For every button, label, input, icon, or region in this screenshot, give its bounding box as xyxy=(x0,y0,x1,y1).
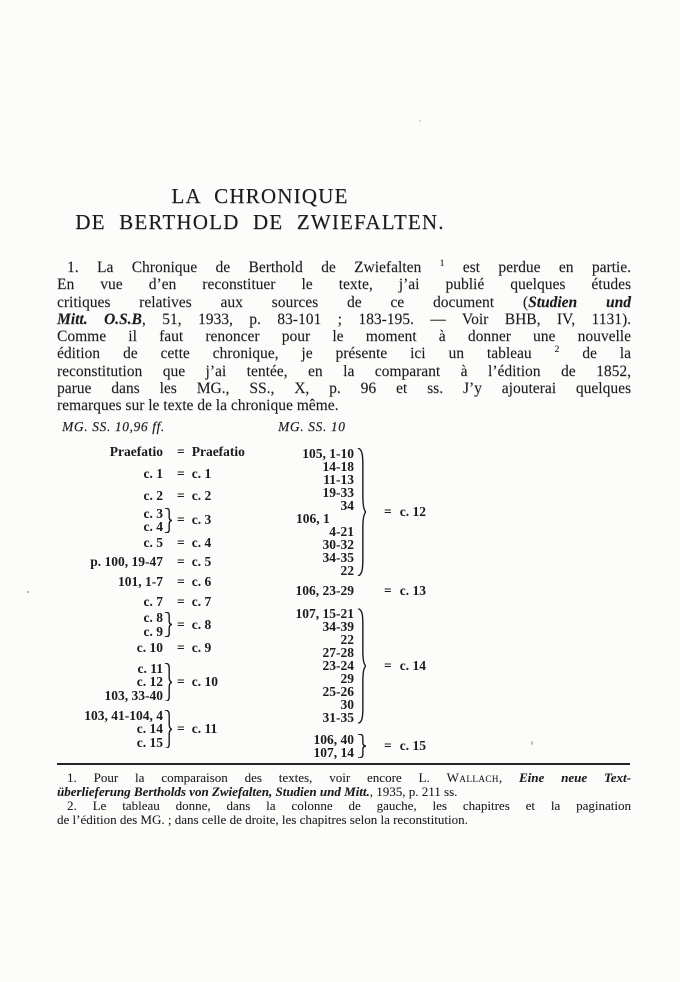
result-label: c. 15 xyxy=(399,738,426,753)
page-line-ref: 106, 1 xyxy=(296,511,330,526)
table-row xyxy=(0,638,270,658)
chapter-label: c. 8 xyxy=(143,610,163,625)
row-result xyxy=(177,488,211,504)
footnote-line xyxy=(57,799,631,813)
brace-slot xyxy=(357,608,366,723)
page-line-ref: 107, 15-21 xyxy=(295,606,354,621)
text-segment: 1. Pour la comparaison des textes, voir encore L. xyxy=(67,770,447,785)
text-segment: Studien und xyxy=(528,293,631,311)
scan-speck xyxy=(27,591,29,593)
title-line-2: DE BERTHOLD DE ZWIEFALTEN. xyxy=(75,210,445,234)
concordance-right-column xyxy=(296,447,466,759)
text-segment: 1. La Chronique de Berthold de Zwiefalten xyxy=(67,259,440,276)
brace-slot xyxy=(163,710,177,749)
table-row xyxy=(0,485,270,506)
page-line-ref: 4-21 xyxy=(329,524,354,539)
equals-sign: = xyxy=(177,444,185,459)
footnote-line xyxy=(57,771,631,785)
equals-sign: = xyxy=(384,738,392,753)
row-labels xyxy=(0,611,163,638)
result-label: c. 1 xyxy=(191,466,212,481)
group-result xyxy=(384,583,426,599)
equals-sign: = xyxy=(177,466,185,481)
chapter-label: 101, 1-7 xyxy=(118,574,163,590)
chapter-label: c. 15 xyxy=(136,734,163,750)
text-segment: Comme il faut renoncer pour le moment à donner une nouvelle xyxy=(57,328,631,346)
table-row xyxy=(0,611,270,638)
page-line-ref: 106, 23-29 xyxy=(295,583,354,598)
table-row xyxy=(0,662,270,702)
equals-sign: = xyxy=(384,504,392,519)
result-label: c. 5 xyxy=(191,554,212,569)
concordance-left-column xyxy=(0,441,270,750)
row-labels xyxy=(0,555,163,569)
equals-sign: = xyxy=(177,574,185,589)
text-segment: Eine neue Text- xyxy=(519,770,631,785)
row-result xyxy=(177,594,211,610)
chapter-label: c. 3 xyxy=(143,505,163,521)
row-labels xyxy=(0,489,163,503)
equals-sign: = xyxy=(384,657,392,673)
page-line-ref: 19-33 xyxy=(322,485,354,500)
text-segment: Mitt. O.S.B xyxy=(57,310,142,328)
row-result xyxy=(177,554,211,570)
scan-speck xyxy=(531,741,533,745)
brace-icon xyxy=(164,663,172,702)
text-segment: parue dans les MG., SS., X, p. 96 et ss. J’y ajouterai quelques xyxy=(57,380,631,398)
text-segment: Wallach xyxy=(446,770,499,785)
row-labels xyxy=(0,507,163,534)
chapter-label: c. 11 xyxy=(137,660,163,676)
table-row xyxy=(0,592,270,611)
row-result xyxy=(177,674,218,690)
equals-sign: = xyxy=(384,583,392,598)
table-group xyxy=(296,579,466,603)
result-label: c. 2 xyxy=(191,487,212,503)
text-segment: critiques relatives aux sources de ce document ( xyxy=(57,293,529,311)
group-result xyxy=(384,658,426,674)
row-labels xyxy=(0,467,163,481)
row-labels xyxy=(0,641,163,655)
paragraph-line xyxy=(57,259,631,276)
table-group xyxy=(296,733,466,759)
equals-sign: = xyxy=(177,593,185,609)
chapter-label: 103, 33-40 xyxy=(104,687,163,703)
brace-slot xyxy=(163,508,177,533)
equals-sign: = xyxy=(177,640,185,655)
chapter-label: Praefatio xyxy=(109,444,163,460)
row-labels xyxy=(0,595,163,609)
result-label: c. 7 xyxy=(191,593,212,609)
chapter-label: c. 5 xyxy=(143,535,163,551)
table-group xyxy=(296,607,466,724)
brace-icon xyxy=(357,448,366,576)
result-label: c. 12 xyxy=(399,504,426,519)
chapter-label: c. 12 xyxy=(136,674,163,690)
table-row xyxy=(0,463,270,485)
page-title xyxy=(0,183,520,235)
brace-slot xyxy=(163,612,177,637)
equals-sign: = xyxy=(177,554,185,569)
paragraph-line xyxy=(57,311,631,328)
brace-icon xyxy=(164,508,172,533)
result-label: c. 11 xyxy=(191,721,218,736)
equals-sign: = xyxy=(177,616,185,632)
page-line-ref: 34-35 xyxy=(322,550,354,565)
group-result xyxy=(384,738,426,754)
text-segment: reconstitution que j’ai tentée, en la comparant à l’édition de 1852, xyxy=(57,362,631,380)
concordance-left-header: MG. SS. 10,96 ff. xyxy=(62,419,165,434)
equals-sign: = xyxy=(177,721,185,736)
table-row xyxy=(0,708,270,750)
row-result xyxy=(177,535,211,551)
chapter-label: c. 7 xyxy=(143,593,163,609)
page-line-ref: 30 xyxy=(340,697,354,712)
row-result xyxy=(177,721,217,737)
text-segment: , 1935, p. 211 ss. xyxy=(369,784,458,799)
table-group xyxy=(296,447,466,577)
text-segment: En vue d’en reconstituer le texte, j’ai publié quelques études xyxy=(57,276,631,294)
page-line-ref: 25-26 xyxy=(322,684,354,699)
equals-sign: = xyxy=(177,487,185,503)
footnotes xyxy=(57,771,631,827)
result-label: c. 3 xyxy=(191,512,212,527)
result-label: c. 9 xyxy=(191,640,212,655)
footnote-divider xyxy=(57,763,630,765)
row-result xyxy=(177,512,211,528)
paragraph-line xyxy=(57,294,631,311)
row-labels xyxy=(0,536,163,550)
brace-slot xyxy=(163,663,177,702)
brace-slot xyxy=(357,448,366,576)
result-label: c. 14 xyxy=(399,657,426,673)
page-line-ref: 30-32 xyxy=(322,537,354,552)
row-result xyxy=(177,574,211,590)
footnote-line xyxy=(57,785,631,799)
row-result xyxy=(177,444,245,460)
table-row xyxy=(0,552,270,572)
paragraph-line xyxy=(57,345,631,362)
paragraph-line xyxy=(57,363,631,380)
result-label: c. 10 xyxy=(191,674,218,689)
result-label: c. 4 xyxy=(191,535,212,550)
text-segment: remarques sur le texte de la chronique même. xyxy=(57,397,339,415)
brace-icon xyxy=(357,608,366,723)
paragraph-line xyxy=(57,380,631,397)
scan-speck xyxy=(419,120,421,122)
group-result xyxy=(384,504,426,520)
brace-icon xyxy=(357,734,366,758)
result-label: c. 8 xyxy=(191,616,212,632)
title-line-1: LA CHRONIQUE xyxy=(171,184,349,208)
page-line-ref: 27-28 xyxy=(322,645,354,660)
concordance-right-header: MG. SS. 10 xyxy=(278,419,346,434)
result-label: c. 6 xyxy=(191,574,212,589)
group-lines xyxy=(296,733,354,759)
chapter-label: c. 10 xyxy=(136,640,163,656)
page-line-ref: 11-13 xyxy=(323,472,354,487)
text-segment: 2 xyxy=(554,344,560,356)
equals-sign: = xyxy=(177,512,185,527)
text-segment: , 51, 1933, p. 83-101 ; 183-195. — Voir BHB, IV, 1131). xyxy=(141,310,631,328)
row-labels xyxy=(0,445,163,459)
page-line-ref: 106, 40 xyxy=(313,732,354,747)
group-lines xyxy=(296,447,354,577)
text-segment: , xyxy=(498,770,520,785)
page-line-ref: 14-18 xyxy=(322,459,354,474)
text-segment: de la xyxy=(559,345,631,363)
chapter-label: p. 100, 19-47 xyxy=(90,554,163,570)
row-labels xyxy=(0,662,163,703)
table-row xyxy=(0,572,270,592)
page-line-ref: 22 xyxy=(340,563,354,578)
chapter-label: c. 1 xyxy=(143,466,163,482)
brace-icon xyxy=(164,612,172,637)
chapter-label: c. 9 xyxy=(143,623,163,639)
paragraph-line xyxy=(57,328,631,345)
table-row xyxy=(0,534,270,552)
table-row xyxy=(0,506,270,534)
chapter-label: 103, 41-104, 4 xyxy=(84,707,163,723)
text-segment: überlieferung Bertholds von Zwiefalten, Studien und Mitt. xyxy=(57,784,370,799)
page-line-ref: 107, 14 xyxy=(313,745,354,760)
result-label: c. 13 xyxy=(399,583,426,598)
group-lines xyxy=(296,607,354,724)
chapter-label: c. 14 xyxy=(136,721,163,737)
paragraph-line xyxy=(57,397,631,414)
result-label: Praefatio xyxy=(191,444,245,459)
equals-sign: = xyxy=(177,674,185,689)
page-line-ref: 34-39 xyxy=(322,619,354,634)
page-line-ref: 31-35 xyxy=(322,710,354,725)
row-result xyxy=(177,617,211,633)
text-segment: 2. Le tableau donne, dans la colonne de gauche, les chapitres et la pagination xyxy=(67,798,631,813)
brace-icon xyxy=(164,710,172,749)
paragraph-line xyxy=(57,276,631,293)
row-labels xyxy=(0,575,163,589)
page-line-ref: 22 xyxy=(340,632,354,647)
brace-slot xyxy=(357,734,366,758)
page-line-ref: 105, 1-10 xyxy=(302,446,354,461)
text-segment: de l’édition des MG. ; dans celle de droite, les chapitres selon la reconstitution. xyxy=(57,812,468,827)
text-segment: 1 xyxy=(439,257,445,269)
table-row xyxy=(0,441,270,463)
chapter-label: c. 4 xyxy=(143,519,163,534)
chapter-label: c. 2 xyxy=(143,487,163,503)
group-lines xyxy=(296,579,354,603)
page-line-ref: 29 xyxy=(340,671,354,686)
text-segment: est perdue en partie. xyxy=(444,259,631,276)
row-result xyxy=(177,640,211,656)
equals-sign: = xyxy=(177,535,185,550)
text-segment: édition de cette chronique, je présente ici un tableau xyxy=(57,345,555,363)
row-labels xyxy=(0,709,163,750)
intro-paragraph xyxy=(57,259,631,415)
page-line-ref: 23-24 xyxy=(322,658,354,673)
page-line-ref: 34 xyxy=(340,498,354,513)
row-result xyxy=(177,466,211,482)
footnote-line xyxy=(57,813,631,827)
